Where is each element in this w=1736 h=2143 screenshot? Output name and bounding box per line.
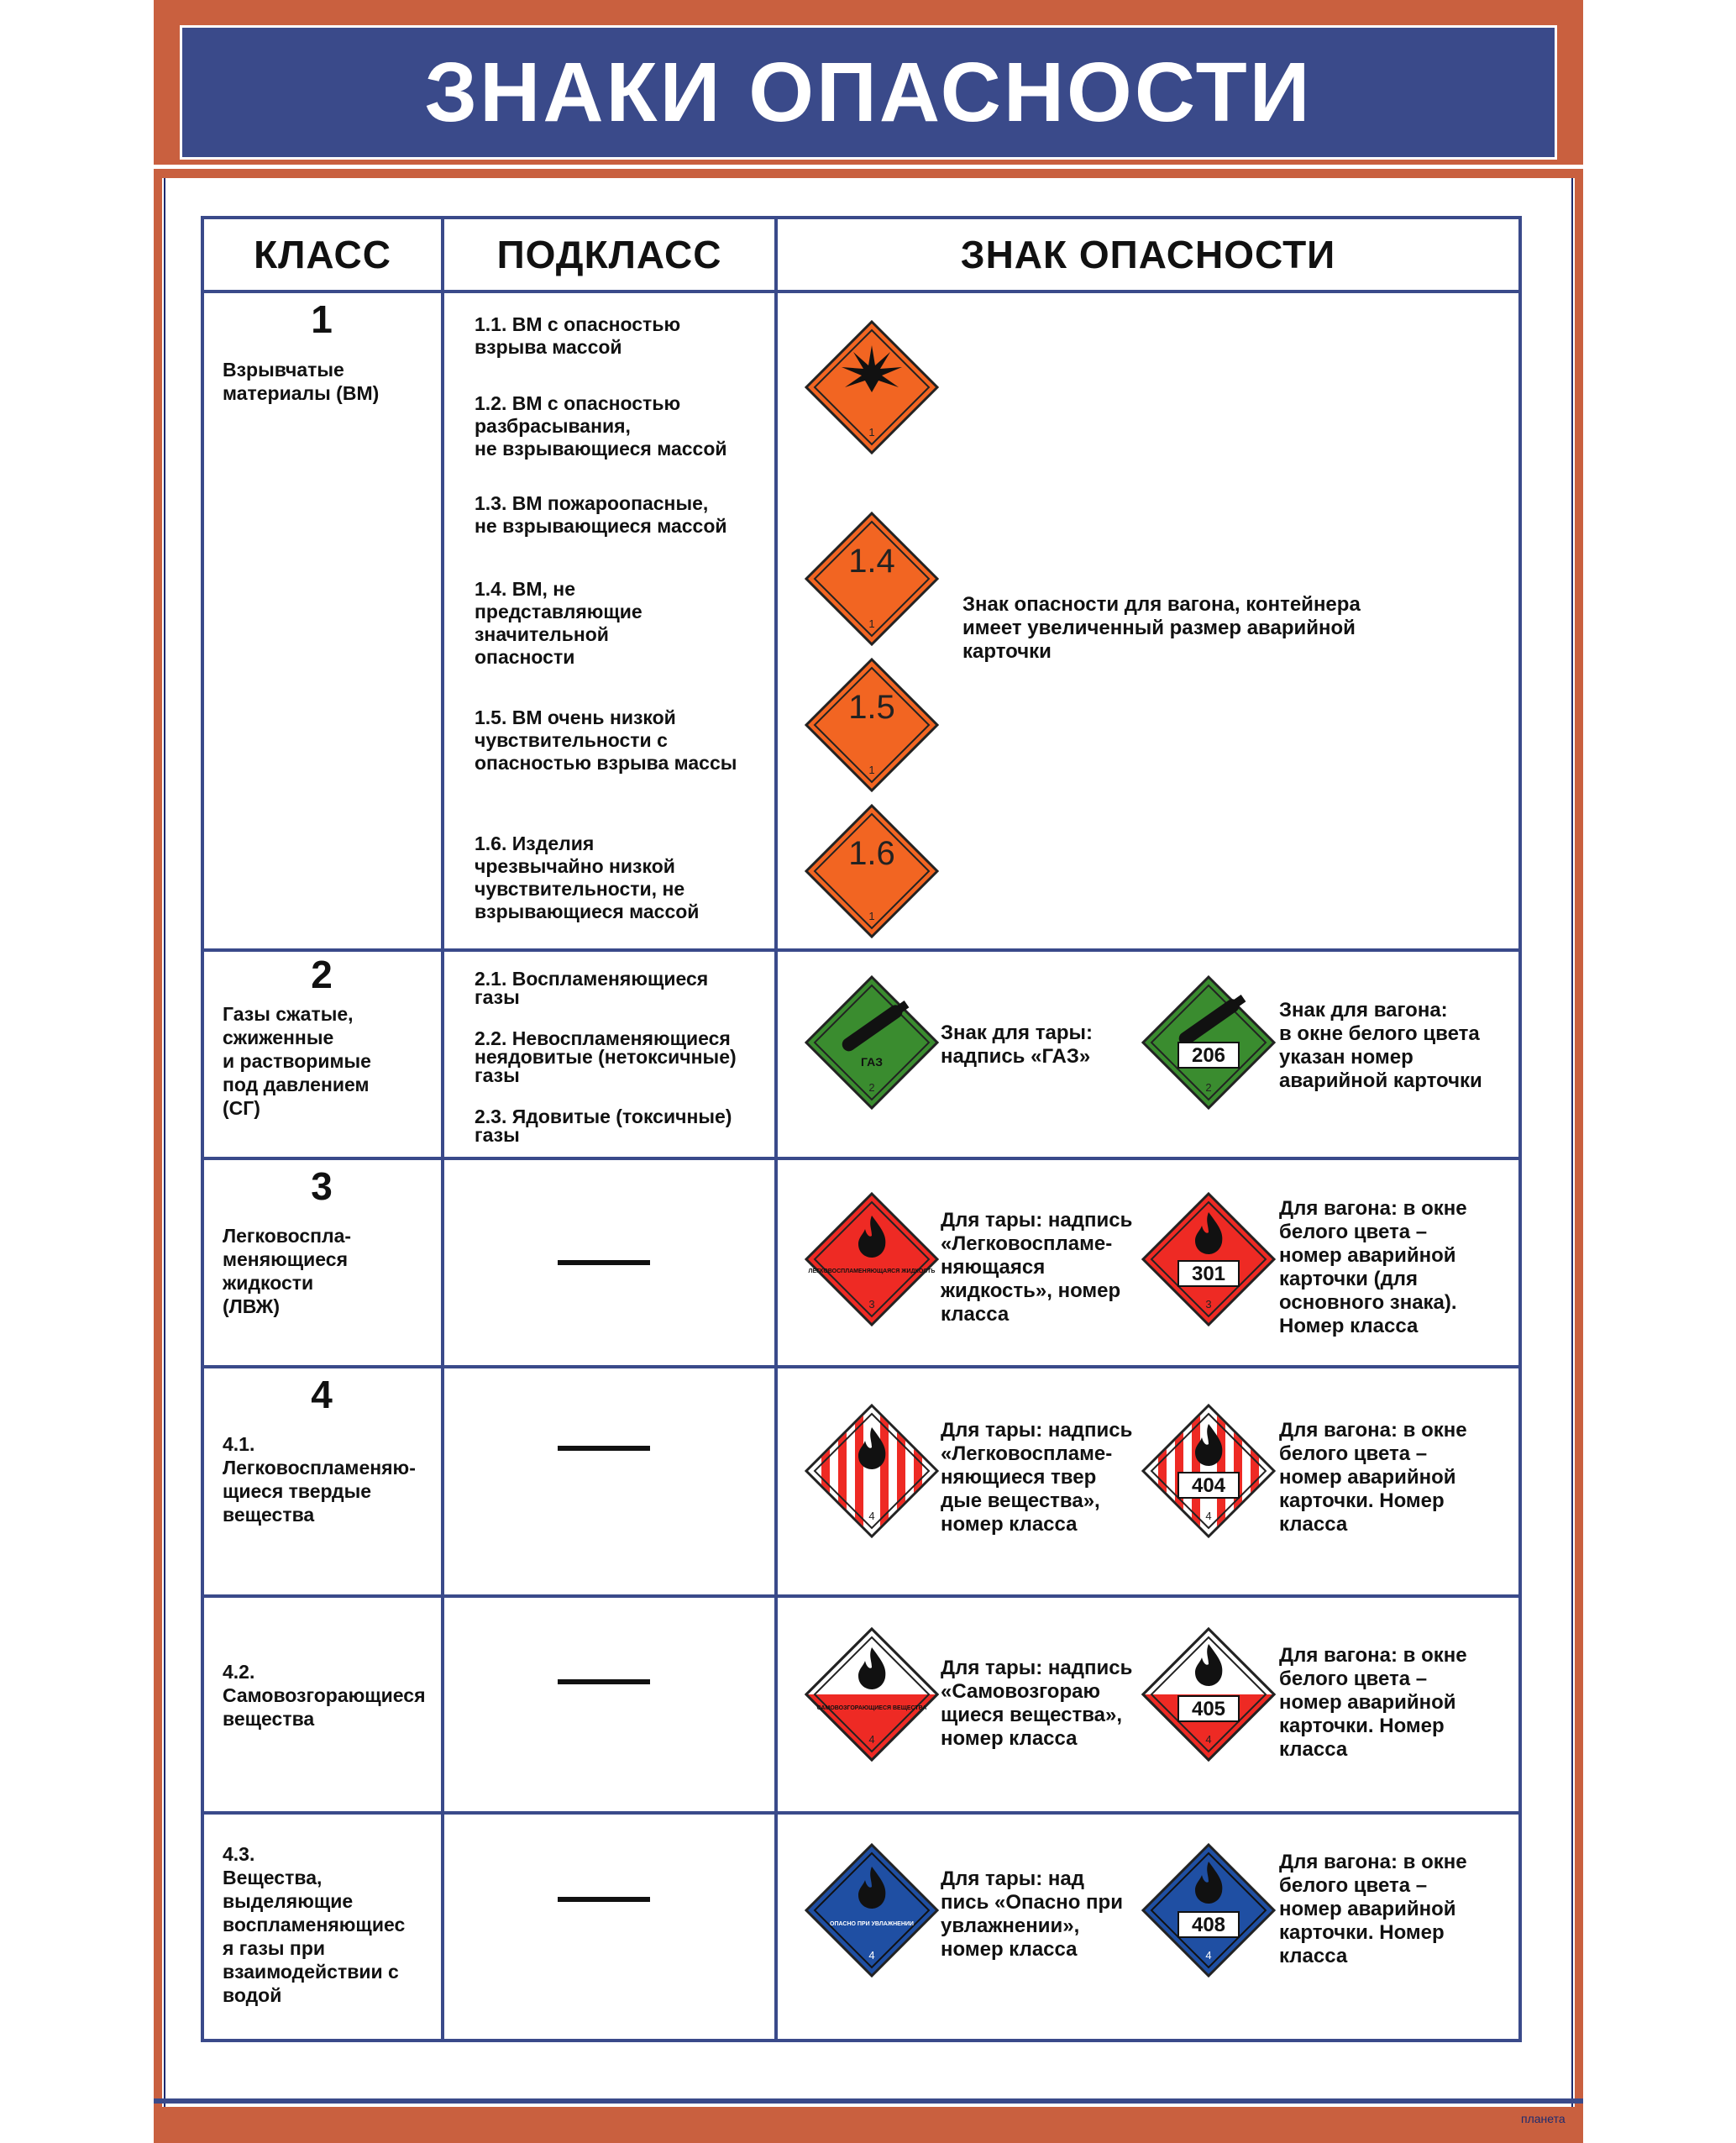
- row-divider: [204, 1365, 1518, 1368]
- class-number: 3: [311, 1164, 333, 1208]
- subclass-1-2: 1.2. ВМ с опасностью разбрасывания, не взрывающиеся массой: [475, 392, 727, 460]
- sign-class-number: 4: [868, 1733, 875, 1746]
- sign-inscription: САМОВОЗГОРАЮЩИЕСЯ ВЕЩЕСТВА: [816, 1705, 927, 1711]
- sign-division-label: 1.5: [848, 689, 895, 726]
- sign-class-number: 2: [1205, 1081, 1212, 1094]
- sign-1-1: [805, 320, 939, 454]
- class-4-3-tara-description: Для тары: над пись «Опасно при увлажнении», номер класса: [941, 1867, 1123, 1961]
- class-number: 4: [311, 1373, 333, 1416]
- class-number: 2: [311, 953, 333, 996]
- no-subclass-dash: [558, 1679, 650, 1684]
- sign-1-6: [805, 804, 939, 938]
- class-4-2-wagon-description: Для вагона: в окне белого цвета – номер аварийной карточки. Номер класса: [1279, 1644, 1467, 1761]
- sign-4-1-tara: [805, 1404, 939, 1538]
- no-subclass-dash: [558, 1897, 650, 1902]
- class-4-3-wagon-description: Для вагона: в окне белого цвета – номер аварийной карточки. Номер класса: [1279, 1851, 1467, 1967]
- emergency-card-number: 405: [1191, 1698, 1226, 1720]
- class-name: Газы сжатые, сжиженные и растворимые под давлением (СГ): [223, 1003, 371, 1119]
- row-divider: [204, 1157, 1518, 1160]
- sign-3-tara: [805, 1192, 939, 1326]
- header-class: КЛАСС: [254, 233, 391, 276]
- column-divider: [441, 219, 444, 2039]
- subclass-1-6: 1.6. Изделия чрезвычайно низкой чувствительности, не взрывающиеся массой: [475, 833, 700, 922]
- subclass-1-1: 1.1. ВМ с опасностью взрыва массой: [475, 313, 681, 358]
- sign-4-3-tara: [805, 1843, 939, 1978]
- no-subclass-dash: [558, 1446, 650, 1451]
- sign-class-number: 1: [868, 764, 875, 776]
- subclass-1-4: 1.4. ВМ, не представляющие значительной опасности: [475, 578, 642, 668]
- sign-1-5: [805, 658, 939, 792]
- emergency-card-number: 408: [1191, 1914, 1226, 1936]
- sign-inscription: ЛЕГКОВОСПЛАМЕНЯЮЩАЯСЯ ЖИДКОСТЬ: [808, 1268, 936, 1274]
- class-3-tara-description: Для тары: надпись «Легковоспламе- няющаяся жидкость», номер класса: [941, 1209, 1133, 1326]
- row-divider: [204, 1594, 1518, 1598]
- sign-class-number: 4: [1205, 1949, 1212, 1962]
- sign-class-number: 4: [868, 1510, 875, 1522]
- class-3-wagon-description: Для вагона: в окне белого цвета – номер аварийной карточки (для основного знака). Номер класса: [1279, 1197, 1467, 1337]
- class-name: 4.3. Вещества, выделяющие воспламеняющиес я газы при взаимодействии с водой: [223, 1843, 406, 2006]
- hazard-table: [201, 216, 1522, 2042]
- top-divider: [154, 165, 1583, 169]
- sign-inscription: ГАЗ: [861, 1055, 883, 1069]
- class-name: Взрывчатые материалы (ВМ): [223, 359, 380, 404]
- sign-1-4: [805, 512, 939, 646]
- subclass-2-2: 2.2. Невоспламеняющиеся неядовитые (нетоксичные) газы: [475, 1027, 737, 1086]
- subclass-1-3: 1.3. ВМ пожароопасные, не взрывающиеся массой: [475, 492, 727, 537]
- row-divider: [204, 1811, 1518, 1815]
- header-sign: ЗНАК ОПАСНОСТИ: [960, 233, 1336, 276]
- row-divider: [204, 290, 1518, 293]
- class-4-2-tara-description: Для тары: надпись «Самовозгораю щиеся вещества», номер класса: [941, 1657, 1133, 1750]
- sign-4-1-wagon: [1141, 1404, 1276, 1538]
- emergency-card-number: 206: [1191, 1044, 1226, 1067]
- emergency-card-number: 404: [1191, 1474, 1226, 1497]
- column-divider: [774, 219, 778, 2039]
- sign-division-label: 1.6: [848, 835, 895, 872]
- header-subclass: ПОДКЛАСС: [496, 233, 722, 276]
- sign-4-2-tara: [805, 1627, 939, 1762]
- page-title: ЗНАКИ ОПАСНОСТИ: [424, 45, 1313, 139]
- sign-class-number: 4: [1205, 1510, 1212, 1522]
- class-4-1-tara-description: Для тары: надпись «Легковоспламе- няющиеся твер дые вещества», номер класса: [941, 1419, 1133, 1536]
- publisher-logo: [1512, 2112, 1566, 2125]
- sign-class-number: 1: [868, 426, 875, 439]
- no-subclass-dash: [558, 1260, 650, 1265]
- class-2-wagon-description: Знак для вагона: в окне белого цвета указан номер аварийной карточки: [1279, 999, 1482, 1092]
- subclass-1-5: 1.5. ВМ очень низкой чувствительности с опасностью взрыва массы: [475, 706, 737, 774]
- class-1-note: Знак опасности для вагона, контейнера имеет увеличенный размер аварийной карточки: [962, 593, 1361, 663]
- sign-class-number: 1: [868, 910, 875, 922]
- class-name: Легковоспла- меняющиеся жидкости (ЛВЖ): [223, 1225, 352, 1317]
- subclass-2-3: 2.3. Ядовитые (токсичные) газы: [475, 1106, 732, 1146]
- sign-2-wagon: [1141, 975, 1276, 1110]
- class-2-tara-description: Знак для тары: надпись «ГАЗ»: [941, 1022, 1093, 1068]
- class-name: 4.1. Легковоспламеняю- щиеся твердые вещества: [223, 1433, 416, 1526]
- sign-class-number: 2: [868, 1081, 875, 1094]
- sign-2-tara: [805, 975, 939, 1110]
- sign-class-number: 4: [1205, 1733, 1212, 1746]
- bottom-strip: [154, 2107, 1583, 2143]
- emergency-card-number: 301: [1191, 1263, 1226, 1285]
- class-name: 4.2. Самовозгорающиеся вещества: [223, 1661, 426, 1730]
- sign-class-number: 3: [1205, 1298, 1212, 1310]
- sign-class-number: 4: [868, 1949, 875, 1962]
- sign-inscription: ОПАСНО ПРИ УВЛАЖНЕНИИ: [830, 1921, 914, 1927]
- bottom-divider: [154, 2098, 1583, 2104]
- sign-division-label: 1.4: [848, 543, 895, 580]
- subclass-2-1: 2.1. Воспламеняющиеся газы: [475, 968, 709, 1008]
- sign-3-wagon: [1141, 1192, 1276, 1326]
- sign-class-number: 1: [868, 617, 875, 630]
- sign-4-2-wagon: [1141, 1627, 1276, 1762]
- sign-class-number: 3: [868, 1298, 875, 1310]
- sign-4-3-wagon: [1141, 1843, 1276, 1978]
- class-number: 1: [311, 297, 333, 341]
- publisher-name: планета: [1521, 2112, 1566, 2125]
- logo-dot-icon: [1512, 2116, 1518, 2123]
- title-banner: [180, 25, 1557, 160]
- class-4-1-wagon-description: Для вагона: в окне белого цвета – номер аварийной карточки. Номер класса: [1279, 1419, 1467, 1536]
